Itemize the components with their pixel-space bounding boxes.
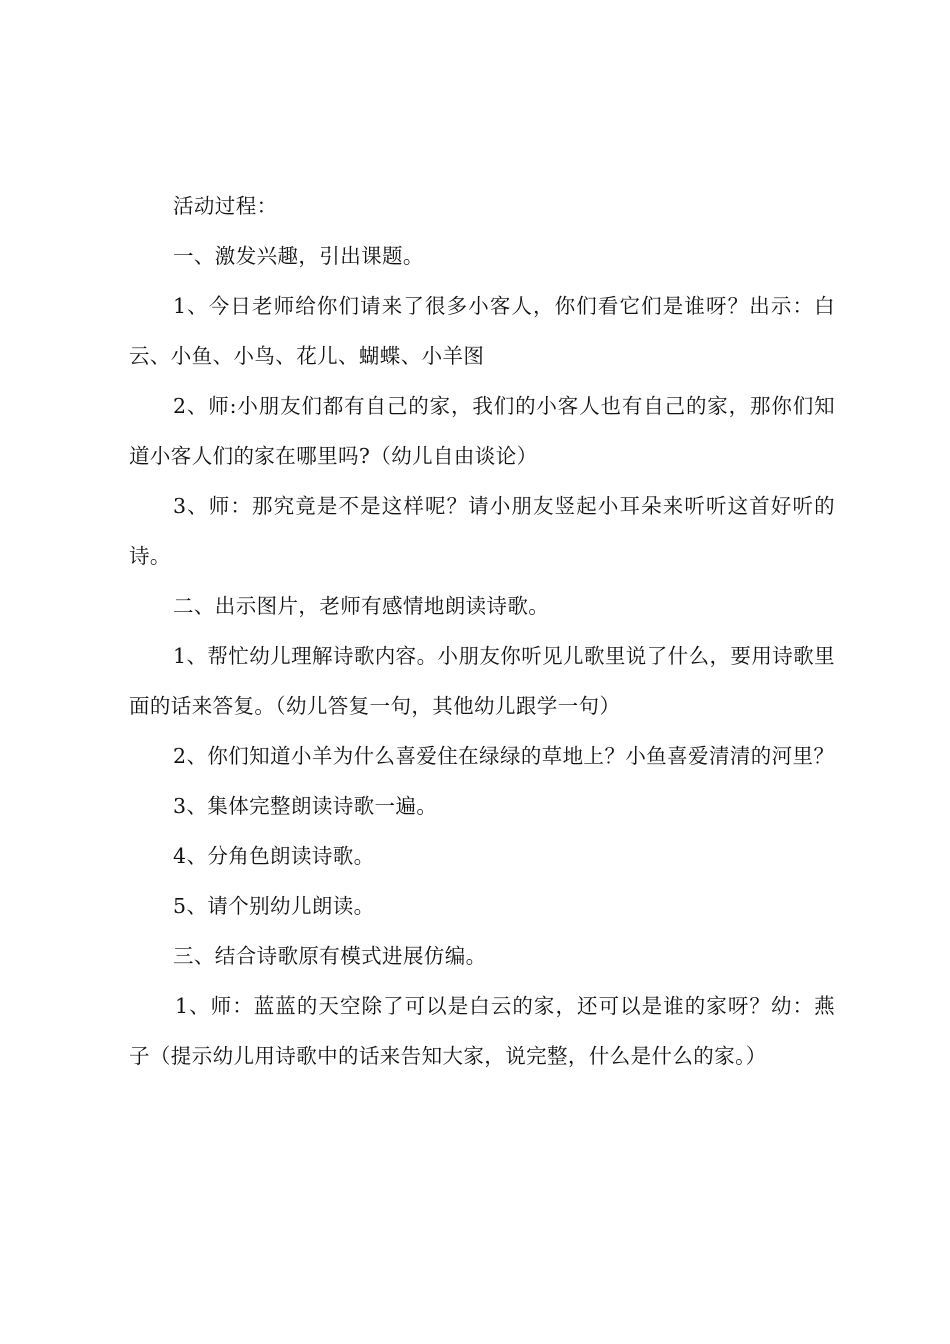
- paragraph-1-2: 2、师:小朋友们都有自己的家，我们的小客人也有自己的家，那你们知道小客人们的家在哪里吗?（幼儿自由谈论）: [129, 394, 835, 468]
- section-heading-one: 一、激发兴趣，引出课题。: [173, 244, 424, 268]
- paragraph-1-3: 3、师：那究竟是不是这样呢？请小朋友竖起小耳朵来听听这首好听的诗。: [129, 494, 835, 568]
- section-heading-activity-process: 活动过程：: [173, 194, 278, 218]
- paragraph-1-1: 1、今日老师给你们请来了很多小客人，你们看它们是谁呀？出示：白云、小鱼、小鸟、花儿、蝴蝶、小羊图: [129, 294, 835, 368]
- document-body: [129, 181, 835, 1081]
- paragraph-2-3: 3、集体完整朗读诗歌一遍。: [173, 794, 438, 818]
- paragraph-2-4: 4、分角色朗读诗歌。: [173, 844, 375, 868]
- section-heading-three: 三、结合诗歌原有模式进展仿编。: [173, 944, 487, 968]
- paragraph-2-5: 5、请个别幼儿朗读。: [173, 894, 375, 918]
- paragraph-3-1: 1、师：蓝蓝的天空除了可以是白云的家，还可以是谁的家呀？幼：燕子（提示幼儿用诗歌中的话来告知大家，说完整，什么是什么的家。）: [129, 994, 835, 1068]
- paragraph-2-1: 1、帮忙幼儿理解诗歌内容。小朋友你听见儿歌里说了什么，要用诗歌里面的话来答复。（幼儿答复一句，其他幼儿跟学一句）: [129, 644, 835, 718]
- paragraph-2-2: 2、你们知道小羊为什么喜爱住在绿绿的草地上？小鱼喜爱清清的河里？: [173, 744, 835, 768]
- section-heading-two: 二、出示图片，老师有感情地朗读诗歌。: [173, 594, 550, 618]
